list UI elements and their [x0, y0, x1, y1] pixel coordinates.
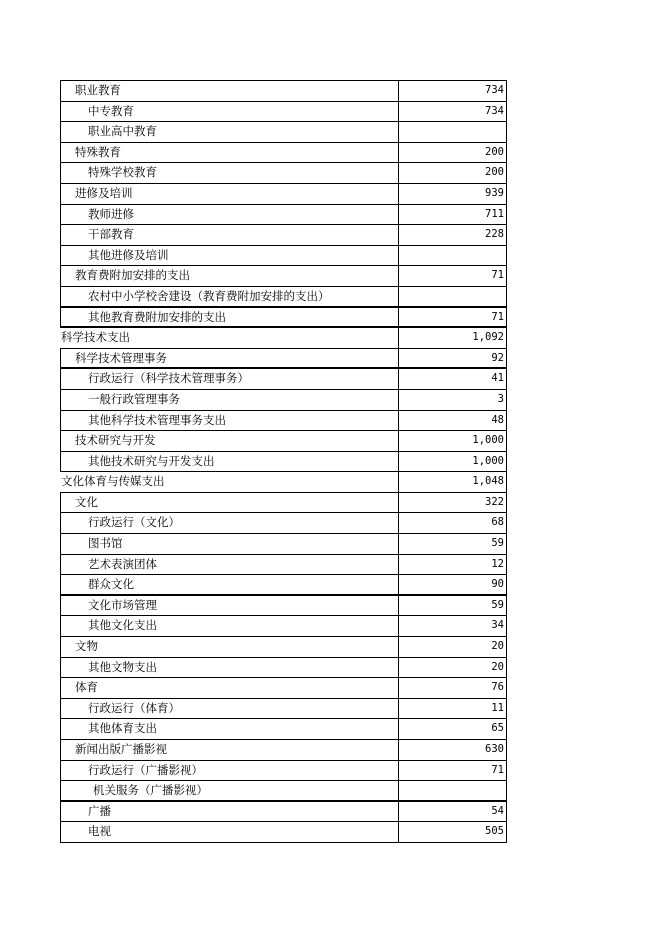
row-label: 电视	[60, 822, 399, 842]
row-value: 48	[399, 411, 507, 431]
table-row	[60, 390, 507, 411]
table-row	[60, 163, 507, 184]
table-row	[60, 781, 507, 802]
row-label: 技术研究与开发	[60, 431, 399, 451]
row-value: 20	[399, 637, 507, 657]
row-label: 行政运行（文化）	[60, 513, 399, 533]
table-row	[60, 411, 507, 432]
row-value: 1,000	[399, 452, 507, 472]
row-label: 体育	[60, 678, 399, 698]
row-value	[399, 246, 507, 266]
row-value: 90	[399, 575, 507, 594]
row-value: 734	[399, 81, 507, 101]
row-label: 图书馆	[60, 534, 399, 554]
row-value: 734	[399, 102, 507, 122]
table-row	[60, 822, 507, 843]
table-row	[60, 699, 507, 720]
row-value: 1,000	[399, 431, 507, 451]
row-label: 文物	[60, 637, 399, 657]
table-row	[60, 678, 507, 699]
row-value: 71	[399, 266, 507, 286]
row-value: 3	[399, 390, 507, 410]
row-label: 行政运行（广播影视）	[60, 761, 399, 781]
row-value: 71	[399, 761, 507, 781]
row-label: 教育费附加安排的支出	[60, 266, 399, 286]
table-row	[60, 205, 507, 226]
row-value	[399, 287, 507, 306]
table-row	[60, 369, 507, 390]
row-label: 广播	[60, 802, 399, 822]
table-row	[60, 452, 507, 473]
table-row	[60, 596, 507, 617]
table-row	[60, 349, 507, 370]
table-row	[60, 637, 507, 658]
row-value: 59	[399, 534, 507, 554]
table-row	[60, 287, 507, 308]
table-row	[60, 122, 507, 143]
row-value: 711	[399, 205, 507, 225]
table-row	[60, 658, 507, 679]
row-value	[399, 122, 507, 142]
table-row	[60, 431, 507, 452]
row-value: 505	[399, 822, 507, 842]
row-label: 其他文化支出	[60, 616, 399, 636]
table-row	[60, 534, 507, 555]
budget-table	[60, 80, 507, 843]
row-value: 630	[399, 740, 507, 760]
table-row	[60, 184, 507, 205]
row-value: 71	[399, 308, 507, 327]
row-label: 机关服务（广播影视）	[60, 781, 399, 800]
row-label: 一般行政管理事务	[60, 390, 399, 410]
table-row	[60, 740, 507, 761]
row-label: 科学技术管理事务	[60, 349, 399, 368]
row-label: 其他文物支出	[60, 658, 399, 678]
table-row	[60, 802, 507, 823]
row-label: 农村中小学校舍建设（教育费附加安排的支出）	[60, 287, 399, 306]
table-row	[60, 513, 507, 534]
row-label: 行政运行（体育）	[60, 699, 399, 719]
row-label: 行政运行（科学技术管理事务）	[60, 369, 399, 389]
row-value: 200	[399, 143, 507, 163]
row-value: 92	[399, 349, 507, 368]
row-label: 职业教育	[60, 81, 399, 101]
row-value: 1,048	[399, 472, 507, 492]
row-value: 59	[399, 596, 507, 616]
row-label: 文化体育与传媒支出	[60, 472, 399, 492]
table-row	[60, 761, 507, 782]
row-value: 322	[399, 493, 507, 513]
row-value: 20	[399, 658, 507, 678]
row-label: 进修及培训	[60, 184, 399, 204]
row-value: 228	[399, 225, 507, 245]
row-value: 11	[399, 699, 507, 719]
row-label: 职业高中教育	[60, 122, 399, 142]
row-value	[399, 781, 507, 800]
row-label: 其他技术研究与开发支出	[60, 452, 399, 472]
row-label: 教师进修	[60, 205, 399, 225]
table-row	[60, 246, 507, 267]
row-value: 76	[399, 678, 507, 698]
table-row	[60, 719, 507, 740]
row-value: 200	[399, 163, 507, 183]
row-label: 特殊教育	[60, 143, 399, 163]
row-label: 其他体育支出	[60, 719, 399, 739]
row-label: 特殊学校教育	[60, 163, 399, 183]
table-row	[60, 493, 507, 514]
row-label: 其他进修及培训	[60, 246, 399, 266]
table-row	[60, 472, 507, 493]
table-row	[60, 225, 507, 246]
table-row	[60, 102, 507, 123]
table-row	[60, 328, 507, 349]
row-label: 其他教育费附加安排的支出	[60, 308, 399, 327]
table-row	[60, 575, 507, 596]
row-label: 群众文化	[60, 575, 399, 594]
row-value: 41	[399, 369, 507, 389]
table-row	[60, 143, 507, 164]
row-label: 科学技术支出	[60, 328, 399, 348]
table-row	[60, 81, 507, 102]
row-value: 68	[399, 513, 507, 533]
row-label: 中专教育	[60, 102, 399, 122]
row-label: 其他科学技术管理事务支出	[60, 411, 399, 431]
table-row	[60, 308, 507, 329]
table-row	[60, 555, 507, 576]
table-row	[60, 616, 507, 637]
row-value: 939	[399, 184, 507, 204]
row-value: 12	[399, 555, 507, 575]
row-value: 54	[399, 802, 507, 822]
row-label: 艺术表演团体	[60, 555, 399, 575]
row-label: 文化	[60, 493, 399, 513]
table-row	[60, 266, 507, 287]
row-label: 干部教育	[60, 225, 399, 245]
row-value: 1,092	[399, 328, 507, 348]
row-value: 34	[399, 616, 507, 636]
row-value: 65	[399, 719, 507, 739]
row-label: 新闻出版广播影视	[60, 740, 399, 760]
row-label: 文化市场管理	[60, 596, 399, 616]
